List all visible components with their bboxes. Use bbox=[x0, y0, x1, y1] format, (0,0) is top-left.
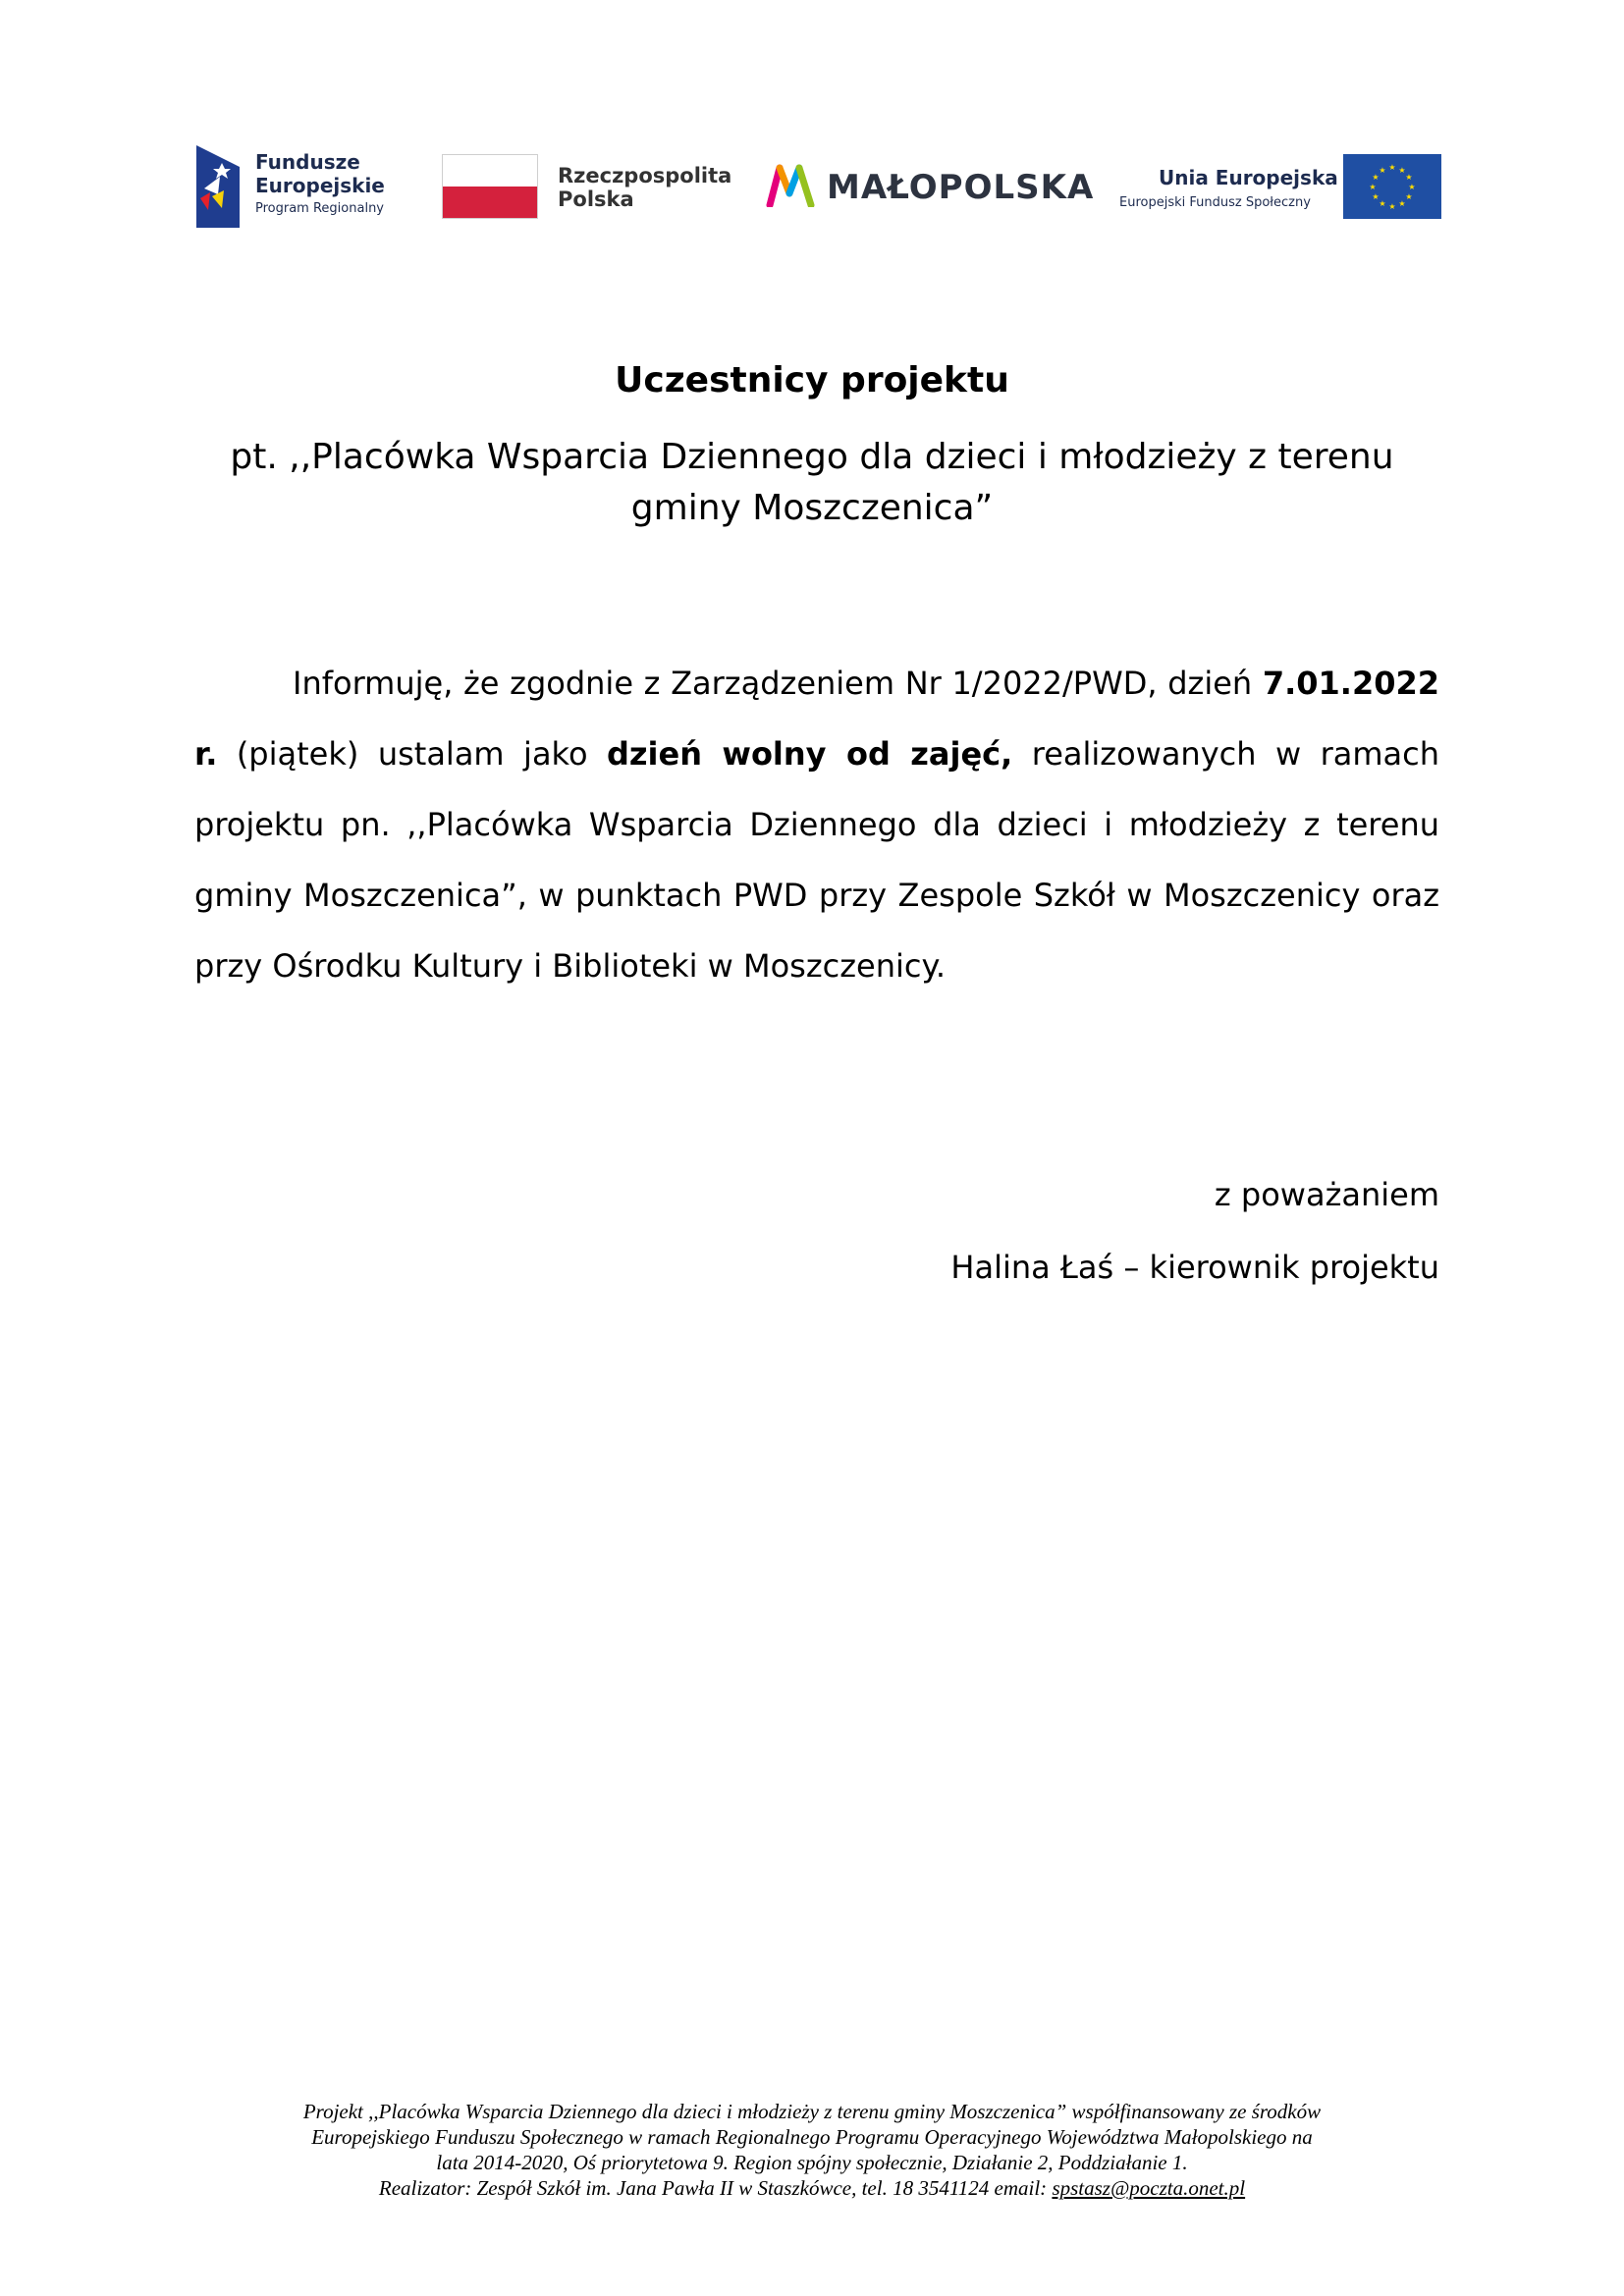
svg-text:★: ★ bbox=[1405, 173, 1413, 182]
eu-logo-line1: Unia Europejska bbox=[1159, 166, 1338, 189]
unia-europejska-logo bbox=[1119, 154, 1443, 223]
body-part3: realizowanych w ramach projektu pn. ,,Placówka Wsparcia Dziennego dla dzieci i młodzieży z terenu gminy Moszczenica”, w punktach PWD przy Zespole Szkół w Moszczenicy oraz przy Ośrodku Kultury i Biblioteki w Moszczenicy. bbox=[194, 735, 1440, 985]
svg-text:★: ★ bbox=[1405, 192, 1413, 201]
fe-logo-line2: Europejskie bbox=[255, 174, 385, 197]
fundusze-europejskie-logo bbox=[194, 139, 401, 228]
rp-logo-line2: Polska bbox=[558, 187, 634, 211]
body-date: 7.01.2022 r. bbox=[194, 665, 1439, 773]
document-subtitle: pt. ,,Placówka Wsparcia Dziennego dla dzieci i młodzieży z terenu gminy Moszczenica” bbox=[230, 437, 1394, 528]
body-part2: (piątek) ustalam jako bbox=[217, 735, 607, 773]
document-title: Uczestnicy projektu bbox=[615, 360, 1009, 400]
logo-bar bbox=[0, 0, 1624, 255]
rp-logo-line1: Rzeczpospolita bbox=[558, 164, 732, 187]
footer-email-link[interactable]: spstasz@poczta.onet.pl bbox=[1052, 2176, 1246, 2200]
svg-text:★: ★ bbox=[1398, 166, 1406, 175]
svg-text:★: ★ bbox=[1369, 183, 1377, 191]
closing-signature: Halina Łaś – kierownik projektu bbox=[950, 1249, 1439, 1286]
footer-line3: lata 2014-2020, Oś priorytetowa 9. Region spójny społecznie, Działanie 2, Poddziałanie 1. bbox=[436, 2151, 1188, 2174]
svg-text:★: ★ bbox=[1398, 199, 1406, 208]
rzeczpospolita-polska-logo bbox=[442, 154, 736, 223]
footer-line2: Europejskiego Funduszu Społecznego w ramach Regionalnego Programu Operacyjnego Województwa Małopolskiego na bbox=[311, 2125, 1313, 2149]
fe-logo-line3: Program Regionalny bbox=[255, 201, 384, 216]
malopolska-logo-text: MAŁOPOLSKA bbox=[827, 168, 1095, 207]
svg-text:★: ★ bbox=[1372, 192, 1380, 201]
footer-line4 bbox=[177, 2175, 1447, 2201]
malopolska-mark-icon bbox=[766, 164, 817, 207]
svg-text:★: ★ bbox=[1372, 173, 1380, 182]
body-paragraph bbox=[194, 648, 1439, 1001]
svg-text:★: ★ bbox=[1388, 163, 1396, 172]
body-part1: Informuję, że zgodnie z Zarządzeniem Nr 1/2022/PWD, dzień bbox=[293, 665, 1263, 702]
svg-text:★: ★ bbox=[1408, 183, 1416, 191]
svg-text:★: ★ bbox=[1379, 199, 1386, 208]
footer-line1: Projekt ,,Placówka Wsparcia Dziennego dla dzieci i młodzieży z terenu gminy Moszczenica” współfinansowany ze środków bbox=[302, 2100, 1322, 2123]
footer bbox=[177, 2099, 1447, 2201]
fe-logo-line1: Fundusze bbox=[255, 150, 360, 174]
eu-flag-icon bbox=[1343, 154, 1441, 219]
body-dayoff: dzień wolny od zajęć, bbox=[606, 735, 1013, 773]
eu-logo-line2: Europejski Fundusz Społeczny bbox=[1119, 195, 1311, 210]
footer-realizator: Realizator: Zespół Szkół im. Jana Pawła II w Staszkówce, tel. 18 3541124 email: bbox=[378, 2176, 1053, 2200]
closing-regards: z poważaniem bbox=[1214, 1176, 1439, 1213]
fe-mark-icon bbox=[194, 145, 240, 228]
malopolska-logo bbox=[766, 162, 1100, 211]
svg-text:★: ★ bbox=[1388, 202, 1396, 211]
svg-text:★: ★ bbox=[1379, 166, 1386, 175]
polish-flag-icon bbox=[442, 154, 538, 219]
